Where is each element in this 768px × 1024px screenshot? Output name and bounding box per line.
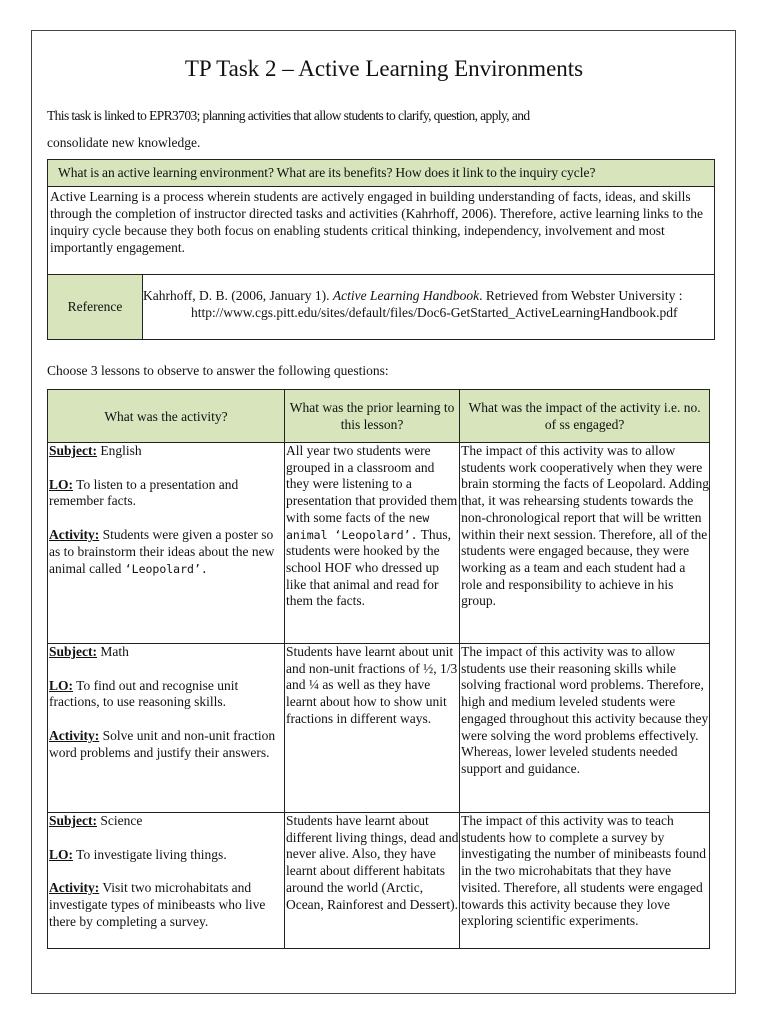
lo-label: LO:	[49, 677, 74, 693]
definition-table	[47, 159, 715, 340]
header-row	[48, 390, 710, 443]
prior-learning-cell	[284, 443, 459, 644]
prior-learning-cell: Students have learnt about different living things, dead and never alive. Also, they have learnt about different habitats around the world (Arctic, Ocean, Rainforest and Dessert).	[284, 813, 459, 949]
activity-value: Students were given a poster so as to brainstorm their ideas about the new animal called	[49, 527, 275, 576]
lo-value: To listen to a presentation and remember facts.	[49, 476, 239, 509]
table-row	[48, 813, 710, 949]
reference-text	[143, 275, 715, 340]
definition-answer: Active Learning is a process wherein students are actively engaged in building understanding of facts, ideas, and skills through the completion of instructor directed tasks and activities (Kahrhoff, 2006). Therefore, active learning links to the inquiry cycle because they both focus on enabling students critical thinking, independency, involvement and most importantly engagement.	[48, 187, 715, 275]
header-impact: What was the impact of the activity i.e. no. of ss engaged?	[460, 390, 710, 443]
impact-cell: The impact of this activity was to allow students work cooperatively when they were brain storming the facts of Leopolard. Adding that, it was rehearsing students towards the non-chronological report that will be written within their next session. Therefore, all of the students were engaged because, they were working as a team and each student had a role and responsibility to achieve in his group.	[460, 443, 710, 644]
subject-label: Subject:	[49, 443, 97, 458]
reference-book-title: Active Learning Handbook	[332, 288, 480, 303]
prior-text: All year two students were grouped in a classroom and they were listening to a presentation that provided them with some facts of the	[285, 443, 458, 525]
activity-cell	[48, 813, 285, 949]
reference-source: . Retrieved from Webster University :	[479, 288, 683, 303]
prior-learning-cell: Students have learnt about unit and non-unit fractions of ½, 1/3 and ¼ as well as they have learnt about how to show unit fractions in different ways.	[284, 644, 459, 813]
subject-label: Subject:	[49, 644, 97, 659]
table-row	[48, 443, 710, 644]
observation-instruction: Choose 3 lessons to observe to answer the following questions:	[47, 363, 389, 378]
intro-paragraph	[47, 102, 687, 156]
activity-cell	[48, 443, 285, 644]
prior-animal-name: new animal ‘Leopolard’.	[285, 510, 430, 542]
subject-value: English	[97, 443, 142, 458]
lo-value: To investigate living things.	[73, 846, 227, 862]
table-row	[48, 644, 710, 813]
reference-author: Kahrhoff, D. B. (2006, January 1).	[143, 288, 333, 303]
header-activity: What was the activity?	[48, 390, 285, 443]
header-prior-learning: What was the prior learning to this lesson?	[284, 390, 459, 443]
activity-value: Solve unit and non-unit fraction word problems and justify their answers.	[49, 728, 276, 760]
subject-label: Subject:	[49, 813, 97, 828]
activity-label: Activity:	[49, 880, 100, 896]
intro-line-1: This task is linked to EPR3703; planning activities that allow students to clarify, question, apply, and	[47, 108, 530, 123]
impact-cell: The impact of this activity was to teach students how to complete a survey by investigating the number of minibeasts found in the two microhabitats that they have visited. Therefore, all students were engaged towards this activity because they love exploring scientific experiments.	[460, 813, 710, 949]
activity-label: Activity:	[49, 728, 100, 744]
lo-value: To find out and recognise unit fractions, to use reasoning skills.	[49, 677, 239, 710]
lo-label: LO:	[49, 476, 74, 492]
observation-table	[47, 389, 710, 949]
activity-cell	[48, 644, 285, 813]
page-title: TP Task 2 – Active Learning Environments	[184, 56, 584, 81]
activity-value: Visit two microhabitats and investigate types of minibeasts who live there by completing a survey.	[49, 880, 266, 929]
intro-line-2: consolidate new knowledge.	[47, 135, 201, 150]
lo-label: LO:	[49, 846, 74, 862]
impact-cell: The impact of this activity was to allow students use their reasoning skills while solving fractional word problems. Therefore, high and medium leveled students were engaged throughout this activity because they were solving the word problems effectively. Whereas, lower leveled students needed support and guidance.	[460, 644, 710, 813]
subject-value: Science	[97, 813, 143, 828]
activity-label: Activity:	[49, 527, 100, 543]
activity-animal-name: ‘Leopolard’.	[124, 561, 208, 576]
prior-text-continued: Thus, students were hooked by the school HOF who dressed up like that animal and read for them the facts.	[285, 526, 452, 609]
reference-label: Reference	[48, 275, 143, 340]
definition-question: What is an active learning environment? What are its benefits? How does it link to the inquiry cycle?	[48, 160, 715, 187]
reference-url[interactable]: http://www.cgs.pitt.edu/sites/default/files/Doc6-GetStarted_ActiveLearningHandbook.pdf	[191, 305, 678, 320]
subject-value: Math	[97, 644, 129, 659]
